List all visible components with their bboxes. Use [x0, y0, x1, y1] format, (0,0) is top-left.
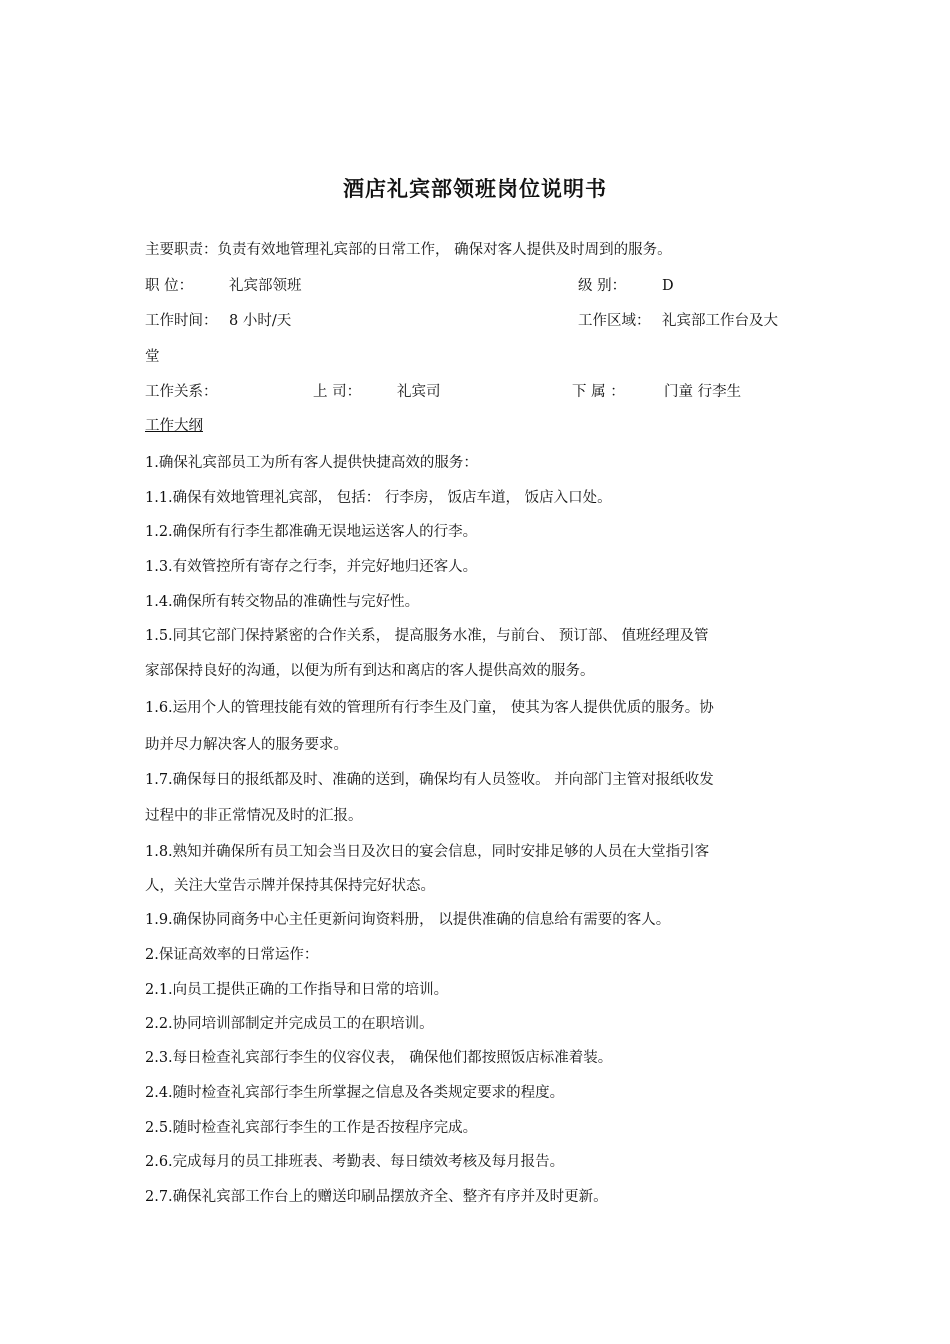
- content-line: 2.4.随时检查礼宾部行李生所掌握之信息及各类规定要求的程度。: [145, 1085, 565, 1101]
- content-line: 家部保持良好的沟通，以便为所有到达和离店的客人提供高效的服务。: [145, 663, 595, 679]
- content-line: 1.7.确保每日的报纸都及时、准确的送到，确保均有人员签收。 并向部门主管对报纸收发: [145, 772, 714, 788]
- main-duty: 主要职责：负责有效地管理礼宾部的日常工作， 确保对客人提供及时周到的服务。: [145, 242, 672, 258]
- content-line: 1.1.确保有效地管理礼宾部， 包括： 行李房， 饭店车道， 饭店入口处。: [145, 490, 612, 506]
- subordinate-label: 下 属 ：: [572, 384, 625, 400]
- content-line: 2.保证高效率的日常运作：: [145, 947, 319, 963]
- content-line: 2.3.每日检查礼宾部行李生的仪容仪表， 确保他们都按照饭店标准着装。: [145, 1050, 613, 1066]
- hours-value: 8 小时/天: [229, 313, 292, 329]
- area-label: 工作区域：: [578, 313, 651, 329]
- position-value: 礼宾部领班: [229, 278, 302, 294]
- content-line: 1.确保礼宾部员工为所有客人提供快捷高效的服务：: [145, 455, 478, 471]
- content-line: 人，关注大堂告示牌并保持其保持完好状态。: [145, 878, 435, 894]
- superior-value: 礼宾司: [397, 384, 441, 400]
- content-line: 1.3.有效管控所有寄存之行李，并完好地归还客人。: [145, 559, 478, 575]
- content-line: 2.2.协同培训部制定并完成员工的在职培训。: [145, 1016, 434, 1032]
- content-line: 1.9.确保协同商务中心主任更新问询资料册， 以提供准确的信息给有需要的客人。: [145, 912, 671, 928]
- subordinate-value: 门童 行李生: [664, 384, 742, 400]
- position-label: 职 位：: [145, 278, 194, 294]
- content-line: 过程中的非正常情况及时的汇报。: [145, 808, 363, 824]
- content-line: 1.2.确保所有行李生都准确无误地运送客人的行李。: [145, 524, 478, 540]
- content-line: 2.7.确保礼宾部工作台上的赠送印刷品摆放齐全、整齐有序并及时更新。: [145, 1189, 608, 1205]
- content-line: 2.6.完成每月的员工排班表、考勤表、每日绩效考核及每月报告。: [145, 1154, 565, 1170]
- content-line: 1.8.熟知并确保所有员工知会当日及次日的宴会信息，同时安排足够的人员在大堂指引客: [145, 844, 710, 860]
- superior-label: 上 司：: [313, 384, 362, 400]
- content-line: 1.5.同其它部门保持紧密的合作关系， 提高服务水准，与前台、 预订部、 值班经理及管: [145, 628, 709, 644]
- area-value: 礼宾部工作台及大: [662, 313, 778, 329]
- hours-label: 工作时间：: [145, 313, 218, 329]
- content-line: 2.1.向员工提供正确的工作指导和日常的培训。: [145, 982, 449, 998]
- document-title: 酒店礼宾部领班岗位说明书: [343, 177, 607, 201]
- relation-label: 工作关系：: [145, 384, 218, 400]
- level-value: D: [662, 278, 674, 294]
- area-value-continued: 堂: [145, 349, 160, 365]
- content-line: 助并尽力解决客人的服务要求。: [145, 737, 348, 753]
- content-line: 2.5.随时检查礼宾部行李生的工作是否按程序完成。: [145, 1120, 478, 1136]
- content-line: 1.4.确保所有转交物品的准确性与完好性。: [145, 594, 420, 610]
- outline-heading: 工作大纲: [145, 418, 203, 434]
- content-line: 1.6.运用个人的管理技能有效的管理所有行李生及门童， 使其为客人提供优质的服务。协: [145, 700, 714, 716]
- level-label: 级 别：: [578, 278, 627, 294]
